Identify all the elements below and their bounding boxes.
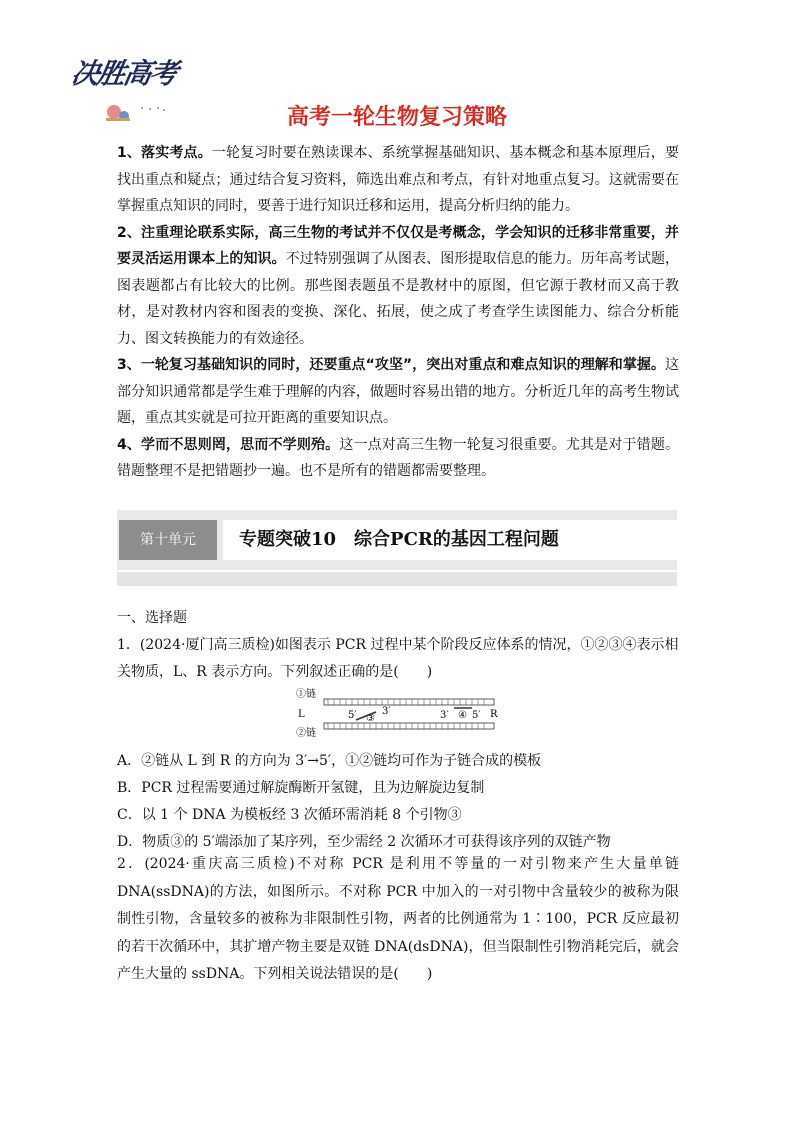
question-2 — [117, 851, 679, 989]
unit-label: 第十单元 — [119, 520, 217, 560]
unit-banner — [117, 510, 677, 586]
question-1 — [117, 632, 679, 856]
option-d: D．物质③的 5′端添加了某序列，至少需经 2 次循环才可获得该序列的双链产物 — [117, 834, 611, 850]
primer4-label: ④ — [458, 710, 467, 721]
strategy-item: 4、学而不思则罔，思而不学则殆。这一点对高三生物一轮复习很重要。尤其是对于错题。错题整理不是把错题抄一遍。也不是所有的错题都需要整理。 — [117, 436, 679, 479]
section-heading: 一、选择题 — [117, 610, 187, 626]
strategy-item: 2、注重理论联系实际，高三生物的考试并不仅仅是考概念，学会知识的迁移非常重要，并要灵活运用课本上的知识。不过特别强调了从图表、图形提取信息的能力。历年高考试题，图表题都占有比较大的比例。那些图表题虽不是教材中的原图，但它源于教材而又高于教材，是对教材内容和图表的变换、深化、拓展，使之成了考查学生读图能力、综合分析能力、图文转换能力的有效途径。 — [117, 224, 680, 347]
question-stem: 1．(2024·厦门高三质检)如图表示 PCR 过程中某个阶段反应体系的情况，①②③④表示相关物质，L、R 表示方向。下列叙述正确的是( ) — [117, 637, 679, 680]
right-label: R — [490, 709, 498, 720]
logo-text: 决胜高考 — [68, 57, 179, 90]
pcr-diagram — [294, 687, 504, 739]
strategy-item: 1、落实考点。一轮复习时要在熟读课本、系统掌握基础知识、基本概念和基本原理后，要找出重点和疑点；通过结合复习资料，筛选出难点和考点，有针对地重点复习。这就需要在掌握重点知识的同时，要善于进行知识迁移和运用，提高分析归纳的能力。 — [117, 145, 680, 214]
option-a: A．②链从 L 到 R 的方向为 3′→5′，①②链均可作为子链合成的模板 — [117, 753, 542, 769]
primer3-label: ③ — [366, 713, 375, 724]
document-title: 高考一轮生物复习策略 — [286, 105, 507, 130]
primer3-five-label: 5′ — [348, 710, 357, 721]
option-c: C．以 1 个 DNA 为模板经 3 次循环需消耗 8 个引物③ — [117, 807, 462, 823]
chain2-label: ②链 — [296, 728, 316, 739]
primer3-three-label: 3′ — [382, 706, 391, 717]
question-stem: 2．(2024·重庆高三质检)不对称 PCR 是利用不等量的一对引物来产生大量单链 DNA(ssDNA)的方法，如图所示。不对称 PCR 中加入的一对引物中含量较少的被称为限制性引物，含量较多的被称为非限制性引物，两者的比例通常为 1∶100，PCR 反应最初的若干次循环中，其扩增产物主要是双链 DNA(dsDNA)，但当限制性引物消耗完后，就会产生大量的 ssDNA。下列相关说法错误的是( ) — [117, 856, 679, 982]
strategy-item: 3、一轮复习基础知识的同时，还要重点“攻坚”，突出对重点和难点知识的理解和掌握。这部分知识通常都是学生难于理解的内容，做题时容易出错的地方。分析近几年的高考生物试题，重点其实就是可拉开距离的重要知识点。 — [117, 357, 679, 426]
primer4-five-label: 5′ — [472, 710, 481, 721]
topic-title: 专题突破10 综合PCR的基因工程问题 — [223, 520, 679, 560]
left-label: L — [298, 709, 305, 720]
primer4-three-label: 3′ — [440, 710, 449, 721]
strategy-section — [117, 140, 679, 485]
chain1-label: ①链 — [296, 689, 316, 700]
option-b: B．PCR 过程需要通过解旋酶断开氢键，且为边解旋边复制 — [117, 780, 485, 796]
